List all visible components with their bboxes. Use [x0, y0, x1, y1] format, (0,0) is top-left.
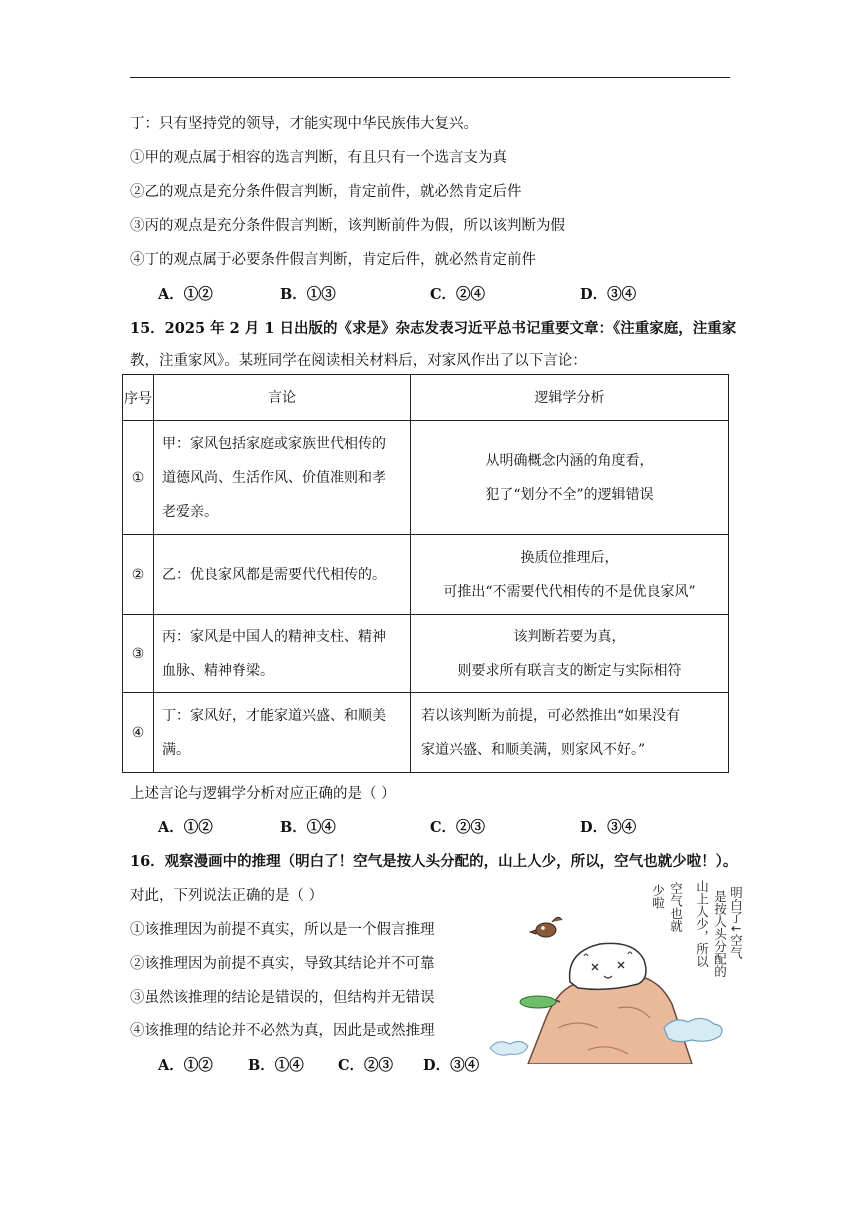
- q16-option-a[interactable]: A．①②: [158, 1057, 213, 1074]
- cartoon-text-5: 少啦: [650, 884, 666, 909]
- q14-option-d[interactable]: D．③④: [580, 286, 637, 303]
- analysis-line: 从明确概念内涵的角度看，: [485, 452, 654, 469]
- q16-option-c[interactable]: C．②③: [338, 1057, 394, 1074]
- table-row: [123, 693, 729, 773]
- cloud-left: [490, 1041, 528, 1055]
- cartoon-text-4: 空气也就: [668, 882, 684, 932]
- statement-line: 血脉、精神脊梁。: [162, 662, 274, 679]
- row-statement: [154, 421, 411, 535]
- row-statement: [154, 693, 411, 773]
- cartoon-speech: [651, 880, 744, 978]
- statement-line: 老爱亲。: [162, 503, 218, 520]
- q16-statement-2: ②该推理因为前提不真实，导致其结论并不可靠: [130, 956, 435, 972]
- row-analysis: [411, 693, 729, 773]
- q16-statement-4: ④该推理的结论并不必然为真，因此是或然推理: [130, 1023, 435, 1039]
- analysis-line: 则要求所有联言支的断定与实际相符: [457, 662, 682, 679]
- q15-stem-line-1: 15．2025 年 2 月 1 日出版的《求是》杂志发表习近平总书记重要文章：《注重家庭，注重家: [130, 320, 737, 337]
- row-statement: [154, 535, 411, 615]
- bird-eye: [541, 926, 545, 930]
- row-analysis: [411, 535, 729, 615]
- row-number: ②: [123, 535, 154, 615]
- table-row: [123, 535, 729, 615]
- statement-line: 道德风尚、生活作风、价值准则和孝: [162, 469, 386, 486]
- q15-option-a[interactable]: A．①②: [158, 819, 213, 836]
- analysis-line: 家道兴盛、和顺美满，则家风不好。”: [421, 741, 646, 758]
- q16-stem-line-2: 对此，下列说法正确的是（ ）: [130, 888, 324, 904]
- q15-question: 上述言论与逻辑学分析对应正确的是（ ）: [130, 786, 396, 802]
- q15-option-b[interactable]: B．①④: [280, 819, 336, 836]
- q14-statement-2: ②乙的观点是充分条件假言判断，肯定前件，就必然肯定后件: [130, 184, 522, 200]
- row-statement: [154, 615, 411, 693]
- table-row: [123, 421, 729, 535]
- cartoon-text-2: 是按人头分配的: [712, 890, 728, 978]
- cartoon-text-3: 山上人少，所以: [694, 880, 710, 968]
- q15-stem-line-2: 教，注重家风》。某班同学在阅读相关材料后，对家风作出了以下言论：: [130, 353, 587, 369]
- table-header-row: [123, 375, 729, 421]
- header-rule: [130, 77, 730, 78]
- table-row: [123, 615, 729, 693]
- q16-statement-1: ①该推理因为前提不真实，所以是一个假言推理: [130, 922, 435, 938]
- q16-statement-3: ③虽然该推理的结论是错误的，但结构并无错误: [130, 990, 435, 1006]
- header-statement: 言论: [154, 375, 411, 421]
- q14-option-c[interactable]: C．②④: [430, 286, 486, 303]
- analysis-line: 可推出“不需要代代相传的不是优良家风”: [443, 583, 696, 600]
- tree-foliage: [520, 996, 556, 1008]
- cloud-right: [664, 1018, 722, 1041]
- q15-table: [122, 374, 729, 773]
- q16-option-d[interactable]: D．③④: [423, 1057, 480, 1074]
- q16-option-b[interactable]: B．①④: [248, 1057, 304, 1074]
- row-analysis: [411, 421, 729, 535]
- q16-stem-line-1: 16．观察漫画中的推理（明白了！空气是按人头分配的，山上人少，所以，空气也就少啦！）。: [130, 853, 738, 870]
- statement-line: 甲：家风包括家庭或家族世代相传的: [162, 435, 386, 452]
- bird-icon: [536, 923, 556, 937]
- row-number: ③: [123, 615, 154, 693]
- analysis-line: 该判断若要为真，: [513, 628, 626, 645]
- q14-option-a[interactable]: A．①②: [158, 286, 213, 303]
- q14-statement-4: ④丁的观点属于必要条件假言判断，肯定后件，就必然肯定前件: [130, 252, 536, 268]
- q15-option-c[interactable]: C．②③: [430, 819, 486, 836]
- q14-statement-1: ①甲的观点属于相容的选言判断，有且只有一个选言支为真: [130, 150, 507, 166]
- blob-character: [570, 943, 646, 989]
- q15-option-d[interactable]: D．③④: [580, 819, 637, 836]
- header-number: 序号: [123, 375, 154, 421]
- cartoon-text-1: 明白了↓空气: [728, 886, 744, 959]
- statement-line: 乙：优良家风都是需要代代相传的。: [162, 566, 386, 583]
- q14-ding-statement: 丁：只有坚持党的领导，才能实现中华民族伟大复兴。: [130, 116, 478, 132]
- analysis-line: 换质位推理后，: [520, 549, 619, 566]
- analysis-line: 若以该判断为前提，可必然推出“如果没有: [421, 707, 681, 724]
- row-analysis: [411, 615, 729, 693]
- statement-line: 丁：家风好，才能家道兴盛、和顺美: [162, 707, 386, 724]
- statement-line: 丙：家风是中国人的精神支柱、精神: [162, 628, 386, 645]
- statement-line: 满。: [162, 741, 190, 758]
- q14-statement-3: ③丙的观点是充分条件假言判断，该判断前件为假，所以该判断为假: [130, 218, 565, 234]
- row-number: ①: [123, 421, 154, 535]
- row-number: ④: [123, 693, 154, 773]
- analysis-line: 犯了“划分不全”的逻辑错误: [485, 486, 654, 503]
- header-analysis: 逻辑学分析: [411, 375, 729, 421]
- cartoon-illustration: [488, 878, 752, 1064]
- q14-option-b[interactable]: B．①③: [280, 286, 336, 303]
